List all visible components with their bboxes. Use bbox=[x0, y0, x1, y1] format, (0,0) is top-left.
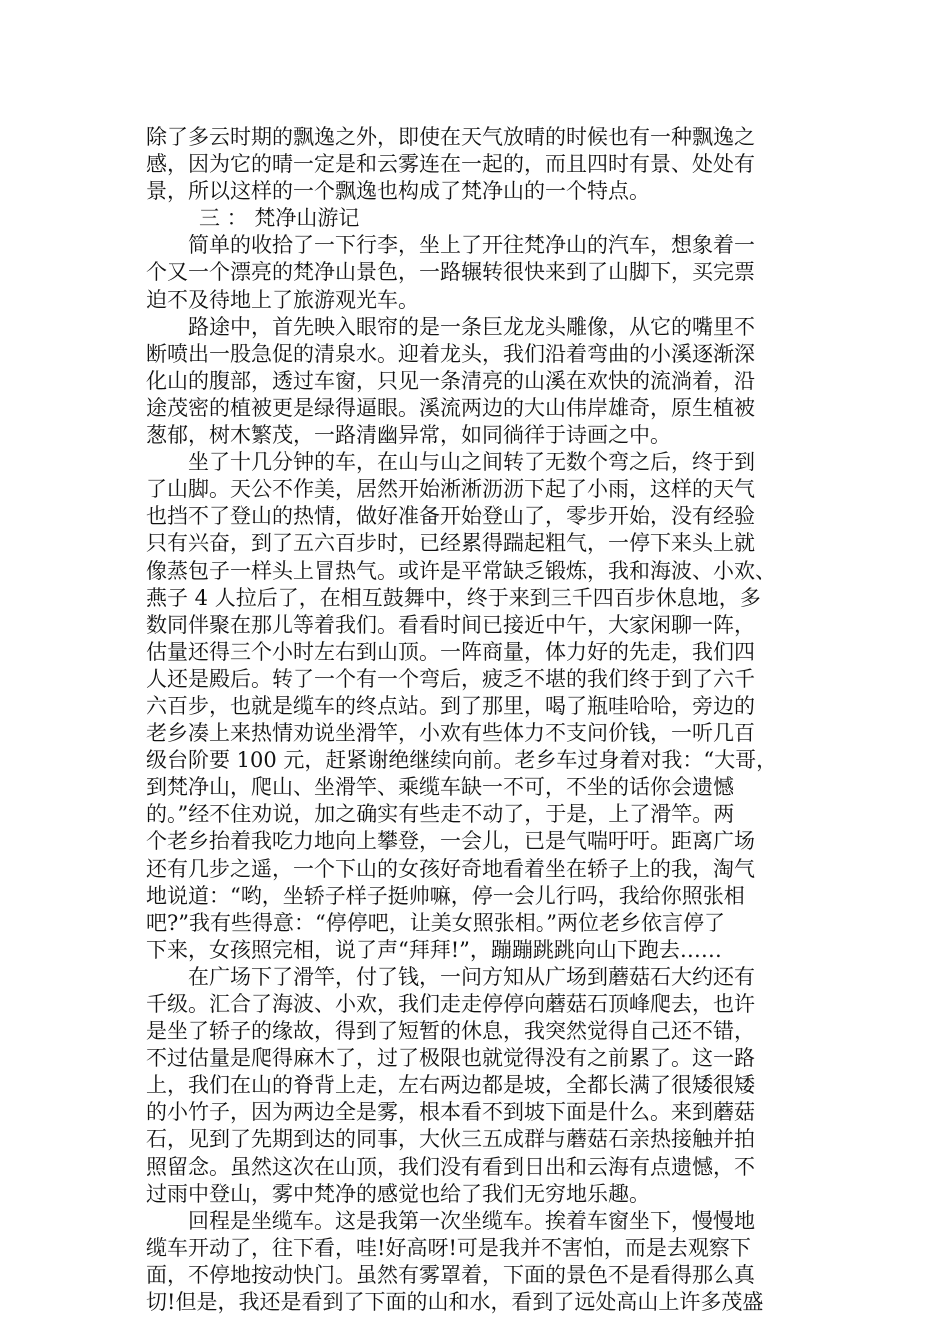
text-line: 千级。汇合了海波、小欢，我们走走停停向蘑菇石顶峰爬去，也许 bbox=[146, 992, 755, 1016]
paragraph-first-line: 路途中，首先映入眼帘的是一条巨龙龙头雕像，从它的嘴里不 bbox=[188, 314, 755, 339]
text-line: 葱郁，树木繁茂，一路清幽异常，如同徜徉于诗画之中。 bbox=[146, 423, 671, 448]
text-line: 只有兴奋，到了五六百步时，已经累得踹起粗气，一停下来头上就 bbox=[146, 531, 755, 556]
text-line: 数同伴聚在那儿等着我们。看看时间已接近中午，大家闲聊一阵， bbox=[146, 612, 755, 637]
text-line: 个老乡抬着我吃力地向上攀登，一会儿，已是气喘吁吁。距离广场 bbox=[146, 829, 755, 854]
paragraph-first-line: 在广场下了滑竿，付了钱，一问方知从广场到蘑菇石大约还有 bbox=[188, 964, 755, 989]
text-line: 了山脚。天公不作美，居然开始淅淅沥沥下起了小雨，这样的天气 bbox=[146, 477, 755, 502]
article-body bbox=[146, 124, 806, 1316]
text-line: 下来，女孩照完相，说了声“拜拜!”，蹦蹦跳跳向山下跑去…… bbox=[146, 937, 722, 962]
paragraph-first-line: 回程是坐缆车。这是我第一次坐缆车。挨着车窗坐下，慢慢地 bbox=[188, 1208, 755, 1233]
text-line: 面，不停地按动快门。虽然有雾罩着，下面的景色不是看得那么真 bbox=[146, 1262, 755, 1287]
text-line: 不过估量是爬得麻木了，过了极限也就觉得没有之前累了。这一路 bbox=[146, 1046, 755, 1071]
paragraph-first-line: 坐了十几分钟的车，在山与山之间转了无数个弯之后，终于到 bbox=[188, 450, 755, 475]
text-line: 缆车开动了，往下看，哇!好高呀!可是我并不害怕，而是去观察下 bbox=[146, 1235, 751, 1260]
text-line: 除了多云时期的飘逸之外，即使在天气放晴的时候也有一种飘逸之 bbox=[146, 125, 755, 149]
text-line: 感，因为它的晴一定是和云雾连在一起的，而且四时有景、处处有 bbox=[146, 152, 755, 177]
section-heading: 三 ： 梵净山游记 bbox=[199, 206, 360, 231]
text-line: 照留念。虽然这次在山顶，我们没有看到日出和云海有点遗憾，不 bbox=[146, 1154, 755, 1179]
text-line: 断喷出一股急促的清泉水。迎着龙头，我们沿着弯曲的小溪逐渐深 bbox=[146, 341, 755, 366]
text-line: 是坐了轿子的缘故，得到了短暂的休息，我突然觉得自己还不错， bbox=[146, 1019, 755, 1044]
text-line: 迫不及待地上了旅游观光车。 bbox=[146, 287, 419, 312]
text-line: 级台阶要 100 元，赶紧谢绝继续向前。老乡车过身着对我：“大哥， bbox=[146, 748, 778, 773]
text-line: 到梵净山，爬山、坐滑竿、乘缆车缺一不可，不坐的话你会遗憾 bbox=[146, 775, 734, 800]
text-line: 化山的腹部，透过车窗，只见一条清亮的山溪在欢快的流淌着，沿 bbox=[146, 368, 755, 393]
paragraph-first-line: 简单的收拾了一下行李，坐上了开往梵净山的汽车，想象着一 bbox=[188, 233, 755, 258]
text-line: 还有几步之遥，一个下山的女孩好奇地看着坐在轿子上的我，淘气 bbox=[146, 856, 755, 881]
text-line: 地说道：“哟，坐轿子样子挺帅嘛，停一会儿行吗，我给你照张相 bbox=[146, 883, 745, 908]
text-line: 燕子 4 人拉后了，在相互鼓舞中，终于来到三千四百步休息地，多 bbox=[146, 585, 761, 610]
text-line: 的小竹子，因为两边全是雾，根本看不到坡下面是什么。来到蘑菇 bbox=[146, 1100, 755, 1125]
text-line: 过雨中登山，雾中梵净的感觉也给了我们无穷地乐趣。 bbox=[146, 1181, 650, 1206]
text-line: 个又一个漂亮的梵净山景色，一路辗转很快来到了山脚下，买完票 bbox=[146, 260, 755, 285]
text-line: 估量还得三个小时左右到山顶。一阵商量，体力好的先走，我们四 bbox=[146, 639, 755, 664]
text-line: 石，见到了先期到达的同事，大伙三五成群与蘑菇石亲热接触并拍 bbox=[146, 1127, 755, 1152]
text-line: 人还是殿后。转了一个有一个弯后，疲乏不堪的我们终于到了六千 bbox=[146, 666, 755, 691]
text-line: 吧?”我有些得意：“停停吧，让美女照张相。”两位老乡依言停了 bbox=[146, 910, 725, 935]
text-line: 像蒸包子一样头上冒热气。或许是平常缺乏锻炼，我和海波、小欢、 bbox=[146, 558, 776, 583]
text-line: 上，我们在山的脊背上走，左右两边都是坡，全都长满了很矮很矮 bbox=[146, 1073, 755, 1098]
text-line: 景，所以这样的一个飘逸也构成了梵净山的一个特点。 bbox=[146, 179, 650, 204]
text-line: 的。”经不住劝说，加之确实有些走不动了，于是，上了滑竿。两 bbox=[146, 802, 735, 827]
text-line: 六百步，也就是缆车的终点站。到了那里，喝了瓶哇哈哈，旁边的 bbox=[146, 693, 755, 718]
text-line: 老乡凑上来热情劝说坐滑竿，小欢有些体力不支问价钱，一听几百 bbox=[146, 721, 755, 746]
text-line: 切!但是，我还是看到了下面的山和水，看到了远处高山上许多茂盛 bbox=[146, 1290, 764, 1315]
text-line: 途茂密的植被更是绿得逼眼。溪流两边的大山伟岸雄奇，原生植被 bbox=[146, 395, 755, 420]
text-line: 也挡不了登山的热情，做好准备开始登山了，零步开始，没有经验 bbox=[146, 504, 755, 529]
